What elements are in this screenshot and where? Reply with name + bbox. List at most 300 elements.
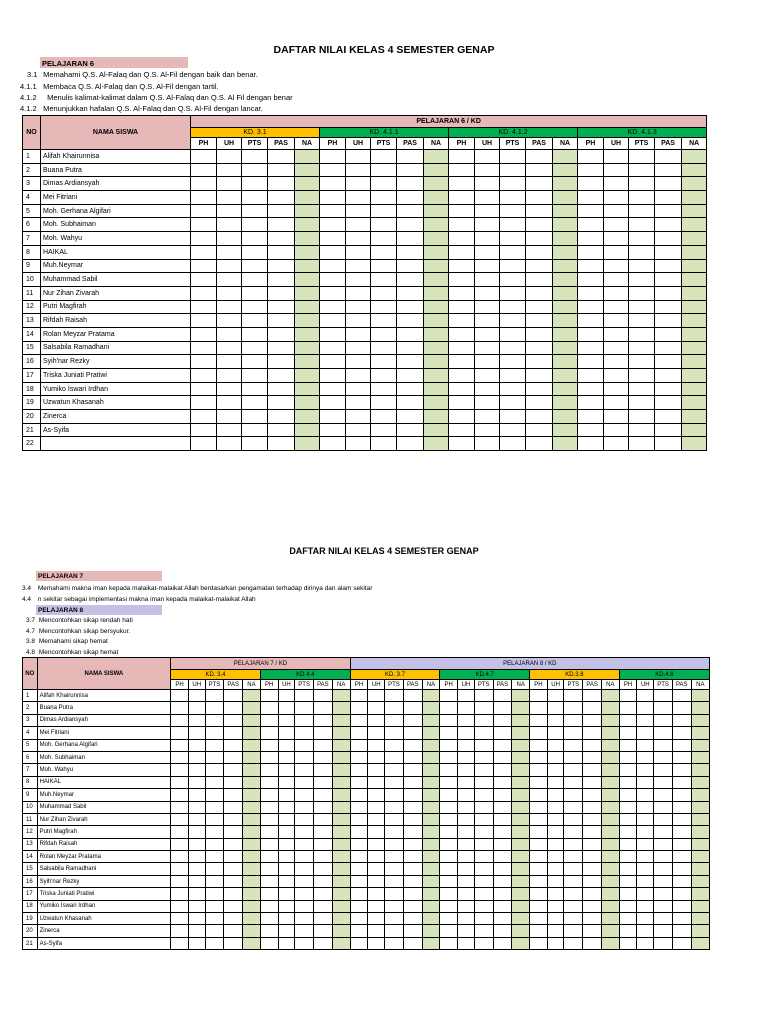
grade-cell[interactable] — [654, 913, 673, 925]
na-grade-cell[interactable] — [332, 801, 350, 813]
na-grade-cell[interactable] — [243, 776, 261, 788]
grade-cell[interactable] — [637, 764, 654, 776]
grade-cell[interactable] — [368, 702, 385, 714]
grade-cell[interactable] — [314, 913, 333, 925]
na-grade-cell[interactable] — [601, 776, 619, 788]
grade-cell[interactable] — [371, 150, 397, 164]
grade-cell[interactable] — [320, 300, 346, 314]
grade-cell[interactable] — [629, 191, 655, 205]
grade-cell[interactable] — [320, 382, 346, 396]
na-grade-cell[interactable] — [601, 863, 619, 875]
grade-cell[interactable] — [371, 437, 397, 451]
grade-cell[interactable] — [320, 369, 346, 383]
grade-cell[interactable] — [371, 300, 397, 314]
grade-cell[interactable] — [583, 714, 602, 726]
grade-cell[interactable] — [224, 838, 243, 850]
na-grade-cell[interactable] — [512, 913, 530, 925]
grade-cell[interactable] — [171, 863, 189, 875]
grade-cell[interactable] — [346, 382, 371, 396]
na-grade-cell[interactable] — [295, 410, 320, 424]
grade-cell[interactable] — [604, 396, 629, 410]
na-grade-cell[interactable] — [512, 789, 530, 801]
grade-cell[interactable] — [205, 727, 224, 739]
na-grade-cell[interactable] — [691, 690, 709, 702]
grade-cell[interactable] — [500, 204, 526, 218]
grade-cell[interactable] — [440, 702, 458, 714]
grade-cell[interactable] — [672, 801, 691, 813]
grade-cell[interactable] — [655, 437, 682, 451]
grade-cell[interactable] — [526, 410, 553, 424]
na-grade-cell[interactable] — [553, 396, 578, 410]
grade-cell[interactable] — [619, 751, 637, 763]
grade-cell[interactable] — [526, 355, 553, 369]
grade-cell[interactable] — [295, 900, 314, 912]
grade-cell[interactable] — [371, 382, 397, 396]
grade-cell[interactable] — [320, 177, 346, 191]
grade-cell[interactable] — [188, 739, 205, 751]
grade-cell[interactable] — [619, 739, 637, 751]
na-grade-cell[interactable] — [422, 875, 440, 887]
grade-cell[interactable] — [672, 789, 691, 801]
grade-cell[interactable] — [547, 776, 564, 788]
grade-cell[interactable] — [260, 813, 278, 825]
grade-cell[interactable] — [217, 437, 242, 451]
grade-cell[interactable] — [320, 245, 346, 259]
grade-cell[interactable] — [224, 702, 243, 714]
grade-cell[interactable] — [619, 727, 637, 739]
na-grade-cell[interactable] — [601, 851, 619, 863]
grade-cell[interactable] — [403, 813, 422, 825]
grade-cell[interactable] — [188, 801, 205, 813]
grade-cell[interactable] — [314, 900, 333, 912]
grade-cell[interactable] — [547, 937, 564, 949]
grade-cell[interactable] — [547, 739, 564, 751]
grade-cell[interactable] — [530, 900, 548, 912]
grade-cell[interactable] — [629, 232, 655, 246]
grade-cell[interactable] — [346, 163, 371, 177]
grade-cell[interactable] — [205, 875, 224, 887]
grade-cell[interactable] — [449, 273, 475, 287]
na-grade-cell[interactable] — [332, 690, 350, 702]
grade-cell[interactable] — [672, 714, 691, 726]
grade-cell[interactable] — [314, 813, 333, 825]
grade-cell[interactable] — [268, 245, 295, 259]
grade-cell[interactable] — [242, 355, 268, 369]
grade-cell[interactable] — [224, 801, 243, 813]
na-grade-cell[interactable] — [424, 314, 449, 328]
grade-cell[interactable] — [493, 776, 512, 788]
grade-cell[interactable] — [350, 751, 368, 763]
na-grade-cell[interactable] — [691, 813, 709, 825]
grade-cell[interactable] — [260, 863, 278, 875]
grade-cell[interactable] — [604, 163, 629, 177]
grade-cell[interactable] — [500, 150, 526, 164]
grade-cell[interactable] — [385, 739, 404, 751]
grade-cell[interactable] — [547, 714, 564, 726]
grade-cell[interactable] — [295, 789, 314, 801]
grade-cell[interactable] — [547, 702, 564, 714]
grade-cell[interactable] — [654, 900, 673, 912]
grade-cell[interactable] — [493, 764, 512, 776]
na-grade-cell[interactable] — [553, 341, 578, 355]
grade-cell[interactable] — [320, 218, 346, 232]
na-grade-cell[interactable] — [601, 875, 619, 887]
na-grade-cell[interactable] — [682, 410, 707, 424]
grade-cell[interactable] — [449, 327, 475, 341]
grade-cell[interactable] — [475, 286, 500, 300]
grade-cell[interactable] — [655, 177, 682, 191]
grade-cell[interactable] — [500, 314, 526, 328]
grade-cell[interactable] — [403, 925, 422, 937]
grade-cell[interactable] — [637, 702, 654, 714]
grade-cell[interactable] — [449, 382, 475, 396]
grade-cell[interactable] — [295, 739, 314, 751]
grade-cell[interactable] — [564, 937, 583, 949]
grade-cell[interactable] — [619, 888, 637, 900]
grade-cell[interactable] — [260, 875, 278, 887]
grade-cell[interactable] — [242, 286, 268, 300]
na-grade-cell[interactable] — [424, 191, 449, 205]
grade-cell[interactable] — [526, 314, 553, 328]
grade-cell[interactable] — [583, 888, 602, 900]
grade-cell[interactable] — [346, 259, 371, 273]
grade-cell[interactable] — [188, 863, 205, 875]
grade-cell[interactable] — [440, 900, 458, 912]
grade-cell[interactable] — [493, 888, 512, 900]
grade-cell[interactable] — [346, 218, 371, 232]
grade-cell[interactable] — [278, 739, 295, 751]
grade-cell[interactable] — [268, 300, 295, 314]
grade-cell[interactable] — [604, 218, 629, 232]
grade-cell[interactable] — [385, 751, 404, 763]
grade-cell[interactable] — [278, 714, 295, 726]
grade-cell[interactable] — [171, 739, 189, 751]
grade-cell[interactable] — [440, 875, 458, 887]
na-grade-cell[interactable] — [553, 314, 578, 328]
grade-cell[interactable] — [171, 925, 189, 937]
grade-cell[interactable] — [458, 789, 475, 801]
grade-cell[interactable] — [346, 341, 371, 355]
grade-cell[interactable] — [268, 204, 295, 218]
grade-cell[interactable] — [242, 204, 268, 218]
grade-cell[interactable] — [474, 900, 493, 912]
na-grade-cell[interactable] — [332, 863, 350, 875]
na-grade-cell[interactable] — [332, 813, 350, 825]
grade-cell[interactable] — [655, 245, 682, 259]
grade-cell[interactable] — [191, 150, 217, 164]
grade-cell[interactable] — [629, 273, 655, 287]
grade-cell[interactable] — [526, 177, 553, 191]
grade-cell[interactable] — [578, 191, 604, 205]
grade-cell[interactable] — [629, 177, 655, 191]
grade-cell[interactable] — [371, 177, 397, 191]
na-grade-cell[interactable] — [553, 163, 578, 177]
grade-cell[interactable] — [578, 218, 604, 232]
grade-cell[interactable] — [191, 437, 217, 451]
grade-cell[interactable] — [449, 437, 475, 451]
grade-cell[interactable] — [547, 888, 564, 900]
grade-cell[interactable] — [564, 801, 583, 813]
grade-cell[interactable] — [440, 838, 458, 850]
grade-cell[interactable] — [475, 191, 500, 205]
grade-cell[interactable] — [278, 826, 295, 838]
grade-cell[interactable] — [604, 259, 629, 273]
na-grade-cell[interactable] — [243, 702, 261, 714]
na-grade-cell[interactable] — [422, 702, 440, 714]
na-grade-cell[interactable] — [424, 355, 449, 369]
na-grade-cell[interactable] — [682, 396, 707, 410]
grade-cell[interactable] — [371, 163, 397, 177]
grade-cell[interactable] — [629, 259, 655, 273]
grade-cell[interactable] — [475, 273, 500, 287]
grade-cell[interactable] — [629, 369, 655, 383]
na-grade-cell[interactable] — [422, 764, 440, 776]
grade-cell[interactable] — [385, 888, 404, 900]
na-grade-cell[interactable] — [682, 177, 707, 191]
grade-cell[interactable] — [350, 727, 368, 739]
grade-cell[interactable] — [403, 888, 422, 900]
na-grade-cell[interactable] — [553, 286, 578, 300]
grade-cell[interactable] — [493, 838, 512, 850]
na-grade-cell[interactable] — [424, 286, 449, 300]
grade-cell[interactable] — [530, 851, 548, 863]
grade-cell[interactable] — [637, 900, 654, 912]
grade-cell[interactable] — [493, 826, 512, 838]
na-grade-cell[interactable] — [332, 714, 350, 726]
grade-cell[interactable] — [458, 801, 475, 813]
grade-cell[interactable] — [500, 232, 526, 246]
na-grade-cell[interactable] — [691, 838, 709, 850]
grade-cell[interactable] — [547, 838, 564, 850]
na-grade-cell[interactable] — [691, 764, 709, 776]
grade-cell[interactable] — [385, 801, 404, 813]
grade-cell[interactable] — [578, 232, 604, 246]
na-grade-cell[interactable] — [512, 813, 530, 825]
grade-cell[interactable] — [564, 826, 583, 838]
na-grade-cell[interactable] — [424, 232, 449, 246]
grade-cell[interactable] — [171, 776, 189, 788]
grade-cell[interactable] — [547, 913, 564, 925]
grade-cell[interactable] — [188, 702, 205, 714]
grade-cell[interactable] — [278, 789, 295, 801]
grade-cell[interactable] — [672, 690, 691, 702]
grade-cell[interactable] — [655, 327, 682, 341]
grade-cell[interactable] — [224, 888, 243, 900]
grade-cell[interactable] — [458, 925, 475, 937]
grade-cell[interactable] — [654, 739, 673, 751]
grade-cell[interactable] — [619, 863, 637, 875]
na-grade-cell[interactable] — [601, 826, 619, 838]
na-grade-cell[interactable] — [243, 925, 261, 937]
grade-cell[interactable] — [564, 875, 583, 887]
grade-cell[interactable] — [403, 863, 422, 875]
grade-cell[interactable] — [530, 764, 548, 776]
grade-cell[interactable] — [278, 801, 295, 813]
grade-cell[interactable] — [295, 888, 314, 900]
grade-cell[interactable] — [449, 341, 475, 355]
grade-cell[interactable] — [260, 739, 278, 751]
grade-cell[interactable] — [493, 913, 512, 925]
grade-cell[interactable] — [449, 177, 475, 191]
grade-cell[interactable] — [368, 739, 385, 751]
grade-cell[interactable] — [368, 863, 385, 875]
grade-cell[interactable] — [578, 355, 604, 369]
grade-cell[interactable] — [564, 690, 583, 702]
grade-cell[interactable] — [458, 690, 475, 702]
grade-cell[interactable] — [526, 259, 553, 273]
grade-cell[interactable] — [604, 300, 629, 314]
grade-cell[interactable] — [314, 789, 333, 801]
grade-cell[interactable] — [672, 751, 691, 763]
na-grade-cell[interactable] — [424, 259, 449, 273]
grade-cell[interactable] — [474, 838, 493, 850]
grade-cell[interactable] — [371, 273, 397, 287]
grade-cell[interactable] — [346, 410, 371, 424]
grade-cell[interactable] — [268, 410, 295, 424]
grade-cell[interactable] — [458, 851, 475, 863]
grade-cell[interactable] — [474, 937, 493, 949]
grade-cell[interactable] — [171, 764, 189, 776]
na-grade-cell[interactable] — [682, 232, 707, 246]
na-grade-cell[interactable] — [424, 396, 449, 410]
na-grade-cell[interactable] — [601, 937, 619, 949]
na-grade-cell[interactable] — [512, 739, 530, 751]
grade-cell[interactable] — [205, 863, 224, 875]
grade-cell[interactable] — [191, 232, 217, 246]
grade-cell[interactable] — [397, 355, 424, 369]
grade-cell[interactable] — [295, 751, 314, 763]
grade-cell[interactable] — [475, 369, 500, 383]
grade-cell[interactable] — [350, 690, 368, 702]
grade-cell[interactable] — [188, 813, 205, 825]
grade-cell[interactable] — [368, 801, 385, 813]
na-grade-cell[interactable] — [553, 245, 578, 259]
grade-cell[interactable] — [295, 776, 314, 788]
na-grade-cell[interactable] — [424, 245, 449, 259]
grade-cell[interactable] — [368, 813, 385, 825]
na-grade-cell[interactable] — [422, 838, 440, 850]
grade-cell[interactable] — [530, 702, 548, 714]
grade-cell[interactable] — [397, 232, 424, 246]
na-grade-cell[interactable] — [682, 341, 707, 355]
grade-cell[interactable] — [403, 801, 422, 813]
na-grade-cell[interactable] — [424, 382, 449, 396]
grade-cell[interactable] — [500, 437, 526, 451]
grade-cell[interactable] — [493, 751, 512, 763]
na-grade-cell[interactable] — [553, 327, 578, 341]
grade-cell[interactable] — [320, 286, 346, 300]
grade-cell[interactable] — [320, 341, 346, 355]
grade-cell[interactable] — [350, 789, 368, 801]
na-grade-cell[interactable] — [243, 900, 261, 912]
grade-cell[interactable] — [314, 875, 333, 887]
grade-cell[interactable] — [171, 875, 189, 887]
na-grade-cell[interactable] — [553, 218, 578, 232]
na-grade-cell[interactable] — [332, 913, 350, 925]
grade-cell[interactable] — [320, 396, 346, 410]
grade-cell[interactable] — [547, 863, 564, 875]
na-grade-cell[interactable] — [553, 369, 578, 383]
grade-cell[interactable] — [268, 163, 295, 177]
na-grade-cell[interactable] — [424, 218, 449, 232]
na-grade-cell[interactable] — [295, 191, 320, 205]
grade-cell[interactable] — [242, 327, 268, 341]
grade-cell[interactable] — [619, 925, 637, 937]
na-grade-cell[interactable] — [243, 714, 261, 726]
grade-cell[interactable] — [346, 286, 371, 300]
grade-cell[interactable] — [583, 690, 602, 702]
grade-cell[interactable] — [493, 851, 512, 863]
grade-cell[interactable] — [564, 714, 583, 726]
na-grade-cell[interactable] — [512, 776, 530, 788]
grade-cell[interactable] — [530, 751, 548, 763]
grade-cell[interactable] — [350, 937, 368, 949]
grade-cell[interactable] — [191, 177, 217, 191]
grade-cell[interactable] — [530, 875, 548, 887]
na-grade-cell[interactable] — [243, 826, 261, 838]
grade-cell[interactable] — [655, 259, 682, 273]
na-grade-cell[interactable] — [422, 925, 440, 937]
grade-cell[interactable] — [578, 286, 604, 300]
grade-cell[interactable] — [295, 838, 314, 850]
grade-cell[interactable] — [205, 838, 224, 850]
grade-cell[interactable] — [449, 259, 475, 273]
grade-cell[interactable] — [314, 826, 333, 838]
grade-cell[interactable] — [449, 396, 475, 410]
grade-cell[interactable] — [493, 727, 512, 739]
grade-cell[interactable] — [493, 789, 512, 801]
grade-cell[interactable] — [217, 204, 242, 218]
na-grade-cell[interactable] — [295, 382, 320, 396]
na-grade-cell[interactable] — [332, 925, 350, 937]
grade-cell[interactable] — [397, 410, 424, 424]
na-grade-cell[interactable] — [243, 764, 261, 776]
grade-cell[interactable] — [637, 875, 654, 887]
grade-cell[interactable] — [629, 437, 655, 451]
grade-cell[interactable] — [320, 273, 346, 287]
grade-cell[interactable] — [500, 218, 526, 232]
grade-cell[interactable] — [260, 702, 278, 714]
grade-cell[interactable] — [260, 937, 278, 949]
grade-cell[interactable] — [604, 150, 629, 164]
grade-cell[interactable] — [654, 937, 673, 949]
grade-cell[interactable] — [188, 764, 205, 776]
grade-cell[interactable] — [526, 300, 553, 314]
grade-cell[interactable] — [188, 913, 205, 925]
grade-cell[interactable] — [350, 801, 368, 813]
grade-cell[interactable] — [530, 937, 548, 949]
na-grade-cell[interactable] — [553, 150, 578, 164]
grade-cell[interactable] — [493, 863, 512, 875]
grade-cell[interactable] — [385, 826, 404, 838]
grade-cell[interactable] — [205, 888, 224, 900]
grade-cell[interactable] — [188, 925, 205, 937]
grade-cell[interactable] — [449, 163, 475, 177]
na-grade-cell[interactable] — [243, 727, 261, 739]
grade-cell[interactable] — [526, 369, 553, 383]
na-grade-cell[interactable] — [422, 900, 440, 912]
grade-cell[interactable] — [578, 177, 604, 191]
grade-cell[interactable] — [672, 851, 691, 863]
grade-cell[interactable] — [191, 382, 217, 396]
grade-cell[interactable] — [224, 690, 243, 702]
grade-cell[interactable] — [171, 813, 189, 825]
grade-cell[interactable] — [368, 925, 385, 937]
na-grade-cell[interactable] — [512, 690, 530, 702]
grade-cell[interactable] — [371, 327, 397, 341]
grade-cell[interactable] — [440, 813, 458, 825]
grade-cell[interactable] — [268, 218, 295, 232]
